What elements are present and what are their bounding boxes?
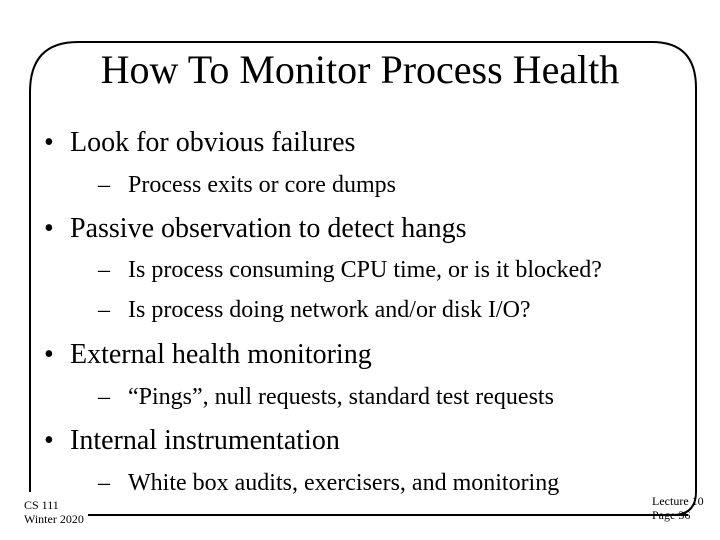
sub-bullet-marker: – — [98, 257, 110, 283]
bullet-text: Look for obvious failures — [70, 127, 356, 158]
page-number: Page 36 — [652, 508, 691, 522]
sub-bullet-text: Is process consuming CPU time, or is it blocked? — [128, 257, 602, 283]
bullet-item — [44, 212, 467, 246]
bullet-item — [44, 126, 355, 160]
bullet-marker: • — [44, 425, 54, 456]
slide-title: How To Monitor Process Health — [100, 47, 620, 92]
sub-bullet-item — [98, 170, 396, 200]
bullet-marker: • — [44, 127, 54, 158]
lecture-footer — [652, 494, 704, 522]
lecture-number: Lecture 10 — [652, 494, 704, 508]
bullet-item — [44, 424, 340, 458]
sub-bullet-text: Is process doing network and/or disk I/O? — [128, 297, 531, 323]
bullet-text: Passive observation to detect hangs — [70, 213, 467, 244]
sub-bullet-marker: – — [98, 384, 110, 410]
sub-bullet-text: “Pings”, null requests, standard test requests — [128, 384, 554, 410]
course-term: Winter 2020 — [24, 512, 84, 526]
sub-bullet-item — [98, 295, 531, 325]
sub-bullet-item — [98, 468, 559, 498]
sub-bullet-marker: – — [98, 297, 110, 323]
sub-bullet-item — [98, 255, 602, 285]
bullet-marker: • — [44, 213, 54, 244]
bullet-item — [44, 338, 372, 372]
sub-bullet-item — [98, 382, 554, 412]
course-footer — [24, 498, 84, 526]
bullet-text: External health monitoring — [70, 339, 372, 370]
sub-bullet-text: White box audits, exercisers, and monitoring — [128, 470, 560, 496]
bullet-marker: • — [44, 339, 54, 370]
sub-bullet-marker: – — [98, 470, 110, 496]
sub-bullet-text: Process exits or core dumps — [128, 172, 396, 198]
course-code: CS 111 — [24, 498, 59, 512]
sub-bullet-marker: – — [98, 172, 110, 198]
bullet-text: Internal instrumentation — [70, 425, 340, 456]
